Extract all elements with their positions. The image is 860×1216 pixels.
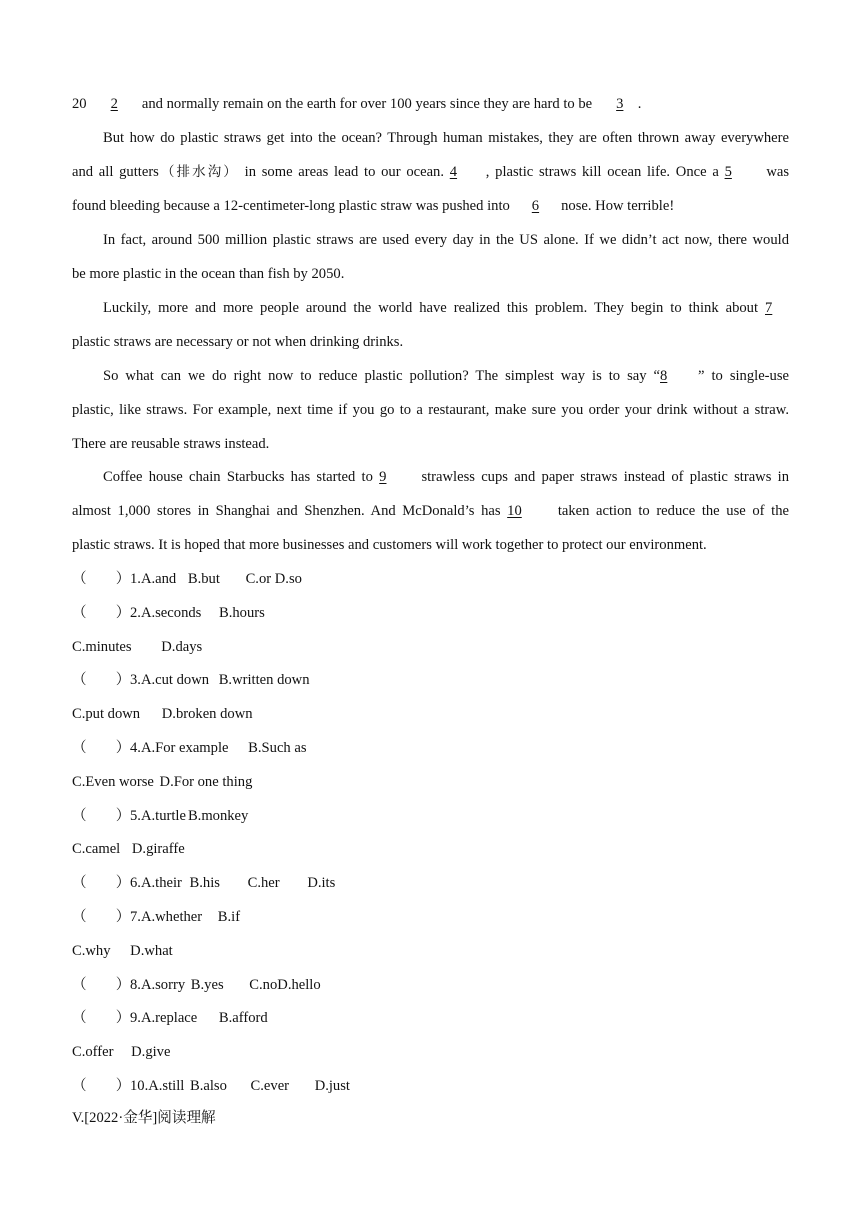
question-2 [72,604,789,622]
text-run: was [766,164,790,180]
option-a: 8.A.sorry [130,977,186,993]
blank-5: 5 [724,164,732,180]
answer-paren: （ ） [72,740,131,756]
text-run: and normally remain on the earth for over 100 years since they are hard to be [141,96,593,112]
option-c: C.or [245,571,272,587]
section-heading: V.[2022·金华]阅读理解 [72,1110,216,1126]
option-a: 2.A.seconds [130,605,202,621]
answer-paren: （ ） [72,808,131,824]
option-d: D.For one thing [159,774,253,790]
option-a: 10.A.still [130,1078,185,1094]
question-9 [72,1009,789,1027]
text-run: ” to single-use [698,368,789,384]
question-6 [72,874,789,892]
option-b: B.hours [219,605,265,621]
option-d: D.days [161,639,203,655]
option-a: 6.A.their [130,875,182,891]
text-run: Luckily, more and more people around the world have realized this problem. They begin to think about [103,300,759,316]
answer-paren: （ ） [72,977,131,993]
question-8 [72,976,789,994]
passage-line-6: be more plastic in the ocean than fish by 2050. [72,266,345,282]
passage-line-2: But how do plastic straws get into the ocean? Through human mistakes, they are often thrown away everywhere [103,130,789,146]
option-c: C.minutes [72,639,132,655]
option-b: B.but [187,571,220,587]
passage-line-13 [72,502,789,520]
text-run: taken action to reduce the use of the [557,503,789,519]
question-4-cont [72,773,789,791]
blank-4: 4 [449,164,458,180]
answer-paren: （ ） [72,1010,131,1026]
text-run: , plastic straws kill ocean life. Once a [485,164,719,180]
option-c: C.put down [72,706,141,722]
text-run: in some areas lead to our ocean. [244,164,445,180]
option-a: 7.A.whether [130,909,203,925]
blank-3: 3 [616,96,624,112]
passage-line-9 [72,367,789,385]
text-run: and all gutters [72,164,159,180]
option-a: 4.A.For example [130,740,229,756]
question-10 [72,1077,789,1095]
option-b: B.his [189,875,220,891]
option-b: B.monkey [187,808,249,824]
option-a: 5.A.turtle [130,808,186,824]
option-d: D.giraffe [131,841,185,857]
chinese-gloss: （排水沟） [158,164,239,180]
answer-paren: （ ） [72,672,131,688]
question-7 [72,908,789,926]
question-9-cont [72,1043,789,1061]
passage-line-10: plastic, like straws. For example, next time if you go to a restaurant, make sure you order your drink without a straw. [72,402,789,418]
answer-paren: （ ） [72,1078,131,1094]
option-b: B.also [189,1078,227,1094]
passage-line-5: In fact, around 500 million plastic straws are used every day in the US alone. If we didn’t act now, there would [103,232,789,248]
answer-paren: （ ） [72,875,131,891]
option-d: D.hello [277,977,321,993]
option-d: D.broken down [161,706,253,722]
question-3-cont [72,705,789,723]
passage-line-12 [72,468,789,486]
option-a: 1.A.and [130,571,177,587]
passage-line-11: There are reusable straws instead. [72,436,270,452]
text-run: nose. How terrible! [561,198,675,214]
option-c: C.why [72,943,111,959]
question-2-cont [72,638,789,656]
answer-paren: （ ） [72,909,131,925]
text-run: almost 1,000 stores in Shanghai and Shenzhen. And McDonald’s has [72,503,501,519]
answer-paren: （ ） [72,605,131,621]
passage-line-4 [72,197,789,215]
option-d: D.what [130,943,173,959]
option-d: D.give [131,1044,171,1060]
option-a: 3.A.cut down [130,672,210,688]
blank-8: 8 [660,368,668,384]
question-5 [72,807,789,825]
passage-line-3 [72,163,789,181]
question-3 [72,671,789,689]
option-c: C.Even worse [72,774,154,790]
blank-6: 6 [531,198,540,214]
option-b: B.yes [190,977,224,993]
option-d: D.just [314,1078,350,1094]
question-5-cont [72,840,789,858]
blank-9: 9 [379,469,387,485]
blank-10: 10 [507,503,522,519]
text-run: So what can we do right now to reduce plastic pollution? The simplest way is to say “ [103,368,661,384]
blank-2: 2 [110,96,118,112]
question-4 [72,739,789,757]
text-run: found bleeding because a 12-centimeter-long plastic straw was pushed into [72,198,510,214]
option-c: C.her [247,875,280,891]
option-b: B.if [217,909,241,925]
option-c: C.ever [250,1078,290,1094]
answer-paren: （ ） [72,571,131,587]
question-1 [72,570,789,588]
text-run: 20 [72,96,87,112]
option-c: C.no [249,977,278,993]
passage-line-8: plastic straws are necessary or not when drinking drinks. [72,334,404,350]
option-d: D.so [274,571,302,587]
text-run: . [637,96,642,112]
option-c: C.camel [72,841,121,857]
blank-7: 7 [765,300,773,316]
text-run: Coffee house chain Starbucks has started to [103,469,373,485]
text-run: strawless cups and paper straws instead of plastic straws in [421,469,789,485]
question-7-cont [72,942,789,960]
option-b: B.written down [218,672,310,688]
option-c: C.offer [72,1044,114,1060]
option-a: 9.A.replace [130,1010,198,1026]
option-b: B.Such as [248,740,307,756]
passage-line-7 [72,299,789,317]
option-d: D.its [307,875,336,891]
option-b: B.afford [218,1010,268,1026]
passage-line-14: plastic straws. It is hoped that more businesses and customers will work together to protect our environment. [72,537,707,553]
passage-line-1 [72,95,789,113]
